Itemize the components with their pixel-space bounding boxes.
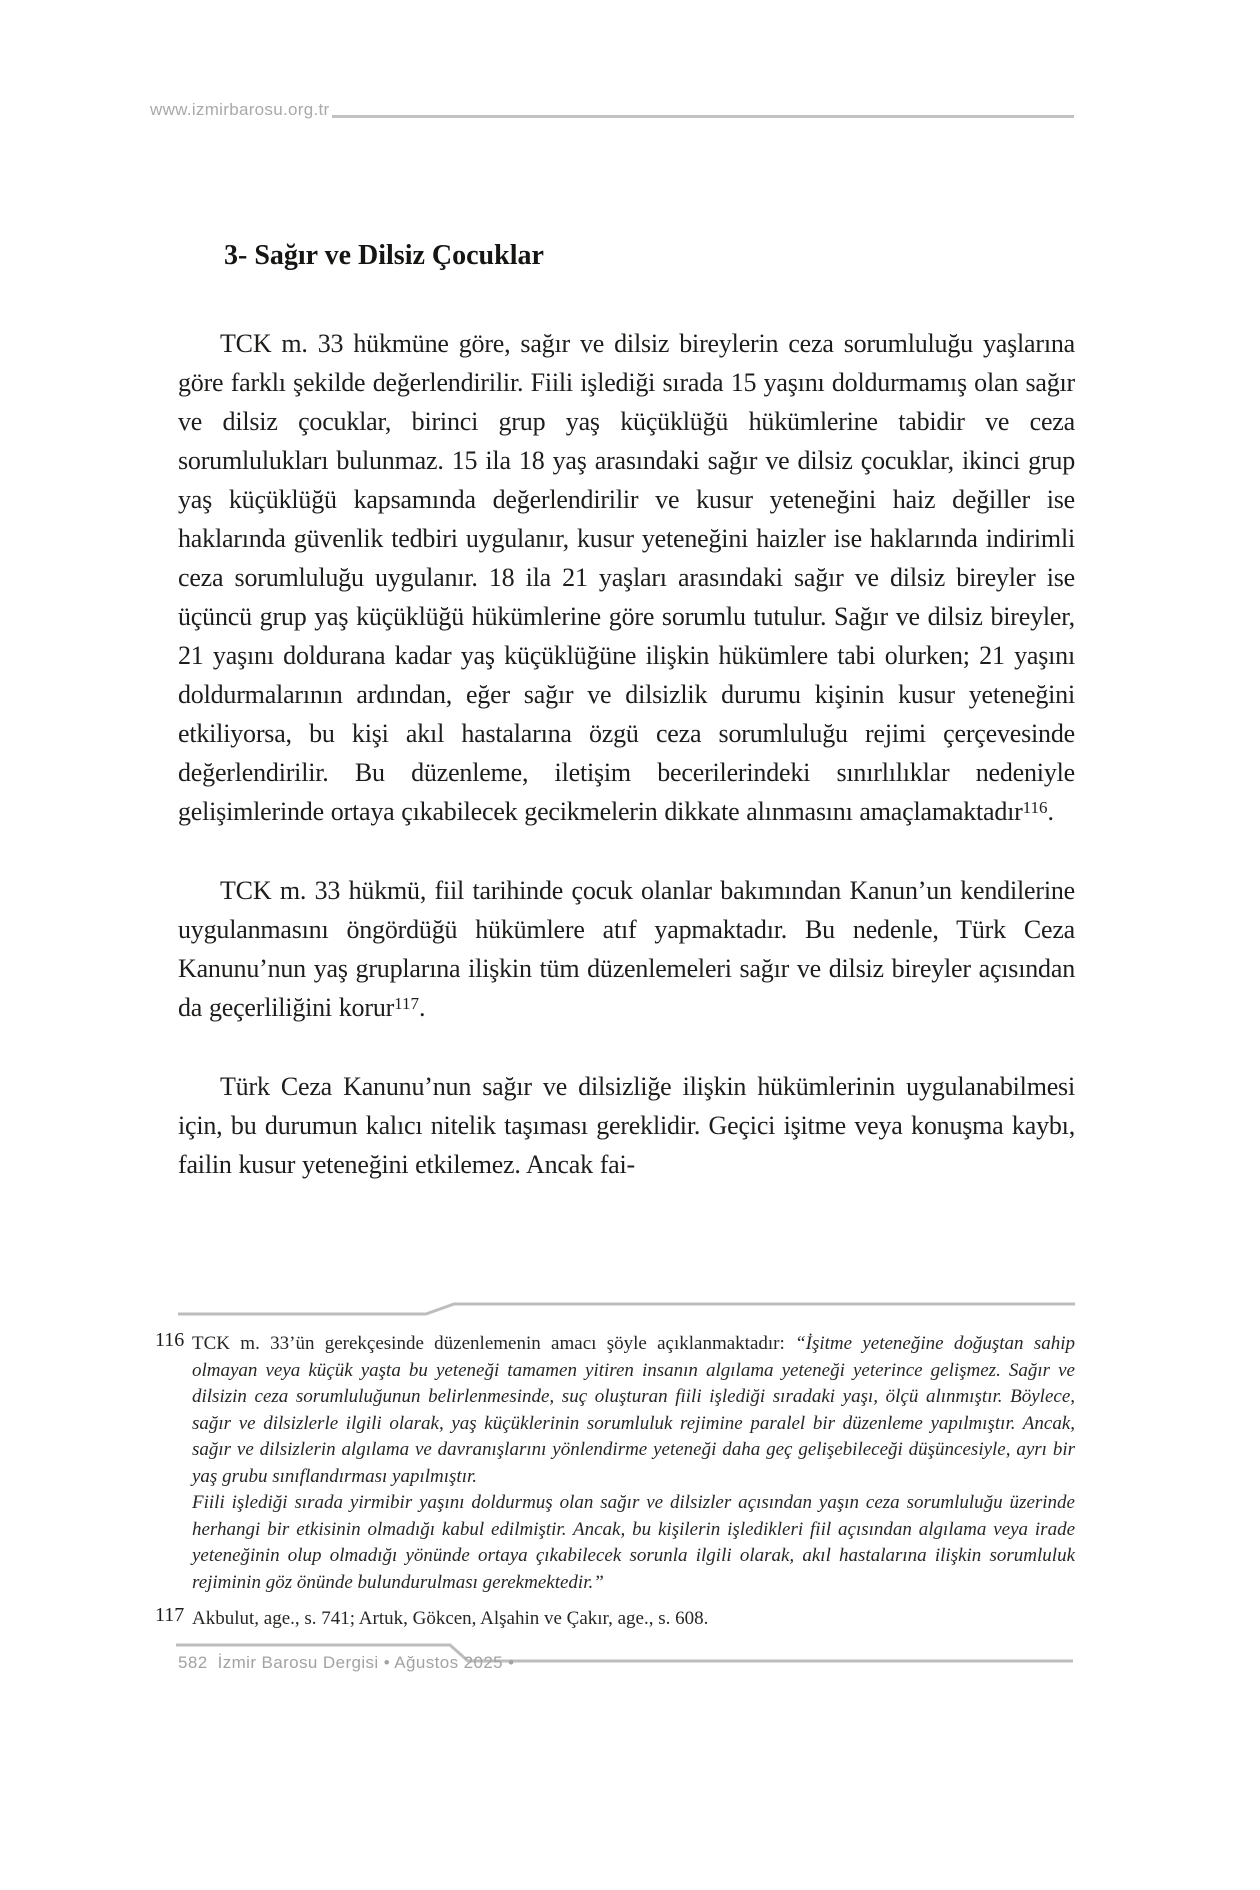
header-website-url: www.izmirbarosu.org.tr (150, 100, 330, 119)
journal-title-line: İzmir Barosu Dergisi • Ağustos 2025 • (217, 1653, 515, 1672)
page-footer (176, 1643, 1075, 1685)
footnotes-section (155, 1302, 1076, 1633)
footnote-intro-text: TCK m. 33’ün gerekçesinde düzenlemenin amacı şöyle açıklanmaktadır: (192, 1333, 796, 1354)
page-number: 582 (178, 1653, 208, 1672)
paragraph-suffix: . (1047, 797, 1054, 826)
footnote-number: 117 (155, 1604, 185, 1626)
paragraph (178, 1067, 1075, 1184)
paragraph (178, 324, 1075, 831)
footnote-quote-text: “İşitme yeteneğine doğuştan sahip olmayan veya küçük yaşta bu yeteneği tamamen yitiren insanın algılama yeteneği yeterince gelişmez. Sağır ve dilsizin ceza sorumluluğunun belirlenmesinde, suç oluşturan fiili işlediği sıradaki yaşı, ölçü alınmıştır. Böylece, sağır ve dilsizlerle ilgili olarak, yaş küçüklerinin sorumluluk rejimine paralel bir düzenleme yapılmıştır. Ancak, sağır ve dilsizlerin algılama ve davranışlarını yönlendirme yeteneği daha geç gelişebileceği düşüncesiyle, ayrı bir yaş grubu sınıflandırması yapılmıştır. (192, 1333, 1076, 1487)
footnote-list (155, 1329, 1076, 1633)
footnote-quote-continuation: Fiili işlediği sırada yirmibir yaşını doldurmuş olan sağır ve dilsizler açısından yaşın ceza sorumluluğu üzerinde herhangi bir etkisinin olmadığı kabul edilmiştir. Ancak, bu kişilerin işledikleri fiil açısından algılama veya irade yeteneğinin olup olmadığı yönünde ortaya çıkabilecek sorunla ilgili olarak, akıl hastalarına ilişkin sorumluluk rejiminin göz önünde bulundurulması gerekmektedir.” (192, 1492, 1075, 1593)
article-body (178, 240, 1075, 1224)
paragraph-text: Türk Ceza Kanunu’nun sağır ve dilsizliğe ilişkin hükümlerinin uygulanabilmesi için, bu durumun kalıcı nitelik taşıması gereklidir. Geçici işitme veya konuşma kaybı, failin kusur yeteneğini etkilemez. Ancak fai- (178, 1072, 1075, 1179)
footnote-reference-116: 116 (1022, 798, 1048, 817)
footnote-reference-117: 117 (394, 994, 419, 1013)
footnote-separator-rule (178, 1302, 1075, 1316)
section-title: 3- Sağır ve Dilsiz Çocuklar (224, 240, 544, 271)
page-header (150, 100, 1074, 120)
paragraph (178, 871, 1075, 1027)
header-rule (332, 115, 1074, 118)
footnote-citation-text: Akbulut, age., s. 741; Artuk, Gökcen, Alşahin ve Çakır, age., s. 608. (192, 1608, 709, 1629)
paragraph-suffix: . (418, 993, 426, 1022)
footnote-117 (155, 1604, 1075, 1633)
footnote-116 (155, 1329, 1076, 1596)
paragraph-text: TCK m. 33 hükmüne göre, sağır ve dilsiz bireylerin ceza sorumluluğu yaşlarına göre farklı şekilde değerlendirilir. Fiili işlediği sırada 15 yaşını doldurmamış olan sağır ve dilsiz çocuklar, birinci grup yaş küçüklüğü hükümlerine tabidir ve ceza sorumlulukları bulunmaz. 15 ila 18 yaş arasındaki sağır ve dilsiz çocuklar, ikinci grup yaş küçüklüğü kapsamında değerlendirilir ve kusur yeteneğini haiz değiller ise haklarında güvenlik tedbiri uygulanır, kusur yeteneğini haizler ise haklarında indirimli ceza sorumluluğu uygulanır. 18 ila 21 yaşları arasındaki sağır ve dilsiz bireyler ise üçüncü grup yaş küçüklüğü hükümlerine göre sorumlu tutulur. Sağır ve dilsiz bireyler, 21 yaşını doldurana kadar yaş küçüklüğüne ilişkin hükümlere tabi olurken; 21 yaşını doldurmalarının ardından, eğer sağır ve dilsizlik durumu kişinin kusur yeteneğini etkiliyorsa, bu kişi akıl hastalarına özgü ceza sorumluluğu rejimi çerçevesinde değerlendirilir. Bu düzenleme, iletişim becerilerindeki sınırlılıklar nedeniyle gelişimlerinde ortaya çıkabilecek gecikmelerin dikkate alınmasını amaçlamaktadır (178, 329, 1075, 826)
paragraph-text: TCK m. 33 hükmü, fiil tarihinde çocuk olanlar bakımından Kanun’un kendilerine uygulanmasını öngördüğü hükümlere atıf yapmaktadır. Bu nedenle, Türk Ceza Kanunu’nun yaş gruplarına ilişkin tüm düzenlemeleri sağır ve dilsiz bireyler açısından da geçerliliğini korur (178, 876, 1075, 1022)
footnote-number: 116 (155, 1329, 185, 1351)
footer-text (178, 1653, 515, 1673)
